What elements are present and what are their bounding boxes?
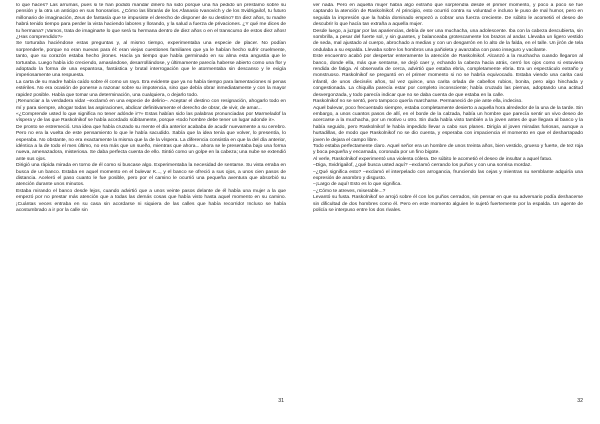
paragraph: «¿Comprende usted lo que significa no tener adónde ir?» Estas habían sido las palabras pronunciadas por Marmeladof la víspera y de las que Raskolnikof se había acordado súbitamente, porque «todo hombre debe tener un lugar adonde ir».	[16, 111, 286, 124]
paragraph: De pronto se estremeció. Una idea que había cruzado su mente el día anterior acababa de acudir nuevamente a su cerebro. Pero no era la vuelta de este pensamiento lo que le había sacudido. Sabía que la idea tenía que volver, lo presentía, lo esperaba. No obstante, no era exactamente la misma que la de la víspera. La diferencia consistía en que la del día anterior, idéntica a la de todo el mes último, no era más que un sueño, mientras que ahora... ahora se le presentaba bajo una forma nueva, amenazadora, misteriosa. Se daba perfecta cuenta de ello. Sintió como un golpe en la cabeza; una nube se extendió ante sus ojos.	[16, 124, 286, 162]
paragraph: Desde luego, a juzgar por las apariencias, debía de ser una muchacha, una adolescente. Iba con la cabeza descubierta, sin sombrilla, a pesar del fuerte sol, y sin guantes, y balanceaba grotescamente los brazos al andar. Llevaba un ligero vestido de seda, mal ajustado al cuerpo, abrochado a medias y con un desgarrón en lo alto de la falda, en el talle. Un jirón de tela ondulaba a su espalda. Llevaba sobre los hombros una pañoleta y avanzaba con paso inseguro y vacilante.	[313, 28, 583, 53]
paragraph: ¡Renunciar a la verdadera vida! –exclamó en una especie de delirio–. Aceptar el destino con resignación, ahogarlo todo en mí y para siempre, ahogar todas las aspiraciones, abdicar definitivamente el derecho de obrar, de vivir, de amar...	[16, 99, 286, 111]
right-page-text	[313, 3, 583, 403]
paragraph: –¡Largo de aquí! Esto es lo que significa.	[313, 182, 402, 188]
left-page	[16, 3, 286, 415]
paragraph: –Diga, Svidrigailof, ¿qué busca usted aquí? –exclamó cerrando los puños y con una sonrisa mordaz.	[313, 163, 532, 169]
paragraph: Levantó su fusta. Raskolnikof se arrojó sobre él con los puños cerrados, sin pensar en que su adversario podía deshacerse sin dificultad de dos hombres como él. Pero en este momento alguien le sujetó fuertemente por la espalda. Un agente de policía se interpuso entre los dos rivales.	[313, 195, 583, 213]
left-page-text	[16, 3, 286, 403]
paragraph: Al verle, Raskolnikof experimentó una violenta cólera. De súbito le acometió el deseo de insultar a aquel fatuo.	[313, 156, 553, 162]
paragraph: Todo estaba perfectamente claro. Aquel señor era un hombre de unos treinta años, bien vestido, grueso y fuerte, de tez roja y boca pequeña y encarnada, coronada por un fino bigote.	[313, 143, 583, 156]
paragraph: Estaba mirando el banco desde lejos, cuando advirtió que a unos veinte pasos delante de él había una mujer a la que empezó por no prestar más atención que a todas las demás cosas que había visto hasta aquel momento en su camino. ¡Cuántas veces entraba en su casa sin acordarse ni siquiera de las calles que había recorrido! Incluso se había acostumbrado a ir por la calle sin	[16, 188, 286, 213]
right-page	[313, 3, 583, 415]
paragraph: lo que haces? Las arrumas, pues si te han podido mandar dinero ha sido porque una ha pedido un préstamo sobre su pensión y la otra un anticipo en sus honorarios. ¿Cómo las librarás de los Afanasio Ivanovich y de los Svidrigailof, tu futuro millonario de imaginación, Zeus de fantasía que te impusiste el derecho de disponer de su destino? En diez años, tu madre habrá tenido tiempo para perder la vista haciendo labores y llorando, y la salud a fuerza de privaciones. ¿Y qué me dices de tu hermana? ¡Vamos, trata de imaginarte lo que será tu hermana dentro de diez años o en el transcurso de estos diez años! ¿Has comprendido?»	[16, 3, 286, 41]
paragraph: Aquel bulevar, poco frecuentado siempre, estaba completamente desierto a aquella hora alrededor de la una de la tarde. Sin embargo, a unos cuantos pasos de allí, en el borde de la calzada, había un hombre que parecía sentir un vivo deseo de acercarse a la muchacha, por un motivo u otro. Sin duda había visto también a la joven antes de que llegara al banco y la había seguido, pero Raskolnikof le había impedido llevar a cabo sus planes. Dirigía al joven miradas furiosas, aunque a hurtadillas, de modo que Raskolnikof no se dio cuenta, y esperaba con impaciencia el momento en que el desharrapado joven le dejara el campo libre.	[313, 105, 583, 143]
paragraph: ver nada. Pero en aquella mujer había algo extraño que sorprendía desde el primer momento, y poco a poco se fue captando la atención de Raskolnikof. Al principio, esto ocurrió contra su voluntad e incluso le puso de mal humor, pero en seguida la impresión que la había dominado empezó a cobrar una fuerza creciente. De súbito le acometió el deseo de descubrir lo que hacía tan extraña a aquella mujer.	[313, 3, 583, 28]
paragraph: Este encuentro acabó por despertar enteramente la atención de Raskolnikof. Alcanzó a la muchacha cuando llegaron al banco, donde ella, más que sentarse, se dejó caer y, echando la cabeza hacia atrás, cerró los ojos como si estuviera rendida de fatiga. Al observarla de cerca, advirtió que estaba ebria, completamente ebria. Era un espectáculo extraño y monstruoso. Raskolnikof se preguntó en el primer momento si no se habría equivocado. Estaba viendo una carita casi infantil, de unos dieciséis años, tal vez quince, una carita orlada de cabellos rubios, bonita, pero algo hinchada y congestionada. La chiquilla parecía estar por completo inconsciente; había cruzado las piernas, adoptando una actitud desvergonzada, y todo parecía indicar que no se daba cuenta de que estaba en la calle.	[313, 54, 583, 98]
paragraph: Raskolnikof no se sentó, pero tampoco quería marcharse. Permaneció de pie ante ella, indeciso.	[313, 99, 523, 105]
page-number: 32	[577, 397, 583, 404]
paragraph: Se torturaba haciéndose estas preguntas y, al mismo tiempo, experimentaba una especie de placer. No podían sorprenderle, porque no eran nuevas para él: eran viejas cuestiones familiares que ya le habían hecho sufrir cruelmente, tanto, que su corazón estaba hecho jirones. Hacía ya tiempo que había germinado en su alma esta angustia que le torturaba. Luego había ido creciendo, amasándose, desarrollándose, y últimamente parecía haberse abierto como una flor y adoptado la forma de una espantosa, fantástica y brutal interrogación que le atormentaba sin descanso y le exigía imperiosamente una respuesta.	[16, 41, 286, 79]
paragraph: Dirigió una rápida mirada en torno de él como si buscase algo. Experimentaba la necesidad de sentarse. Su vista erraba en busca de un banco. Estaba en aquel momento en el bulevar K..., y el banco se ofreció a sus ojos, a unos cien pasos de distancia. Aceleró el paso cuanto le fue posible, pero por el camino le ocurrió una pequeña aventura que absorbió su atención durante unos minutos.	[16, 163, 286, 188]
paragraph: –¿Qué significa esto? –exclamó el interpelado con arrogancia, frunciendo las cejas y mientras su semblante adquiría una expresión de asombro y disgusto.	[313, 169, 583, 181]
paragraph: La carta de su madre había caído sobre él como un rayo. Era evidente que ya no había tiempo para lamentaciones ni penas estériles. No era ocasión de ponerse a razonar sobre su impotencia, sino que debía obrar inmediatamente y con la mayor rapidez posible. Había que tomar una determinación, una cualquiera, o dejarlo todo.	[16, 79, 286, 98]
paragraph: –¿Cómo te atreves, miserable...?	[313, 188, 386, 194]
page-number: 31	[278, 397, 284, 404]
